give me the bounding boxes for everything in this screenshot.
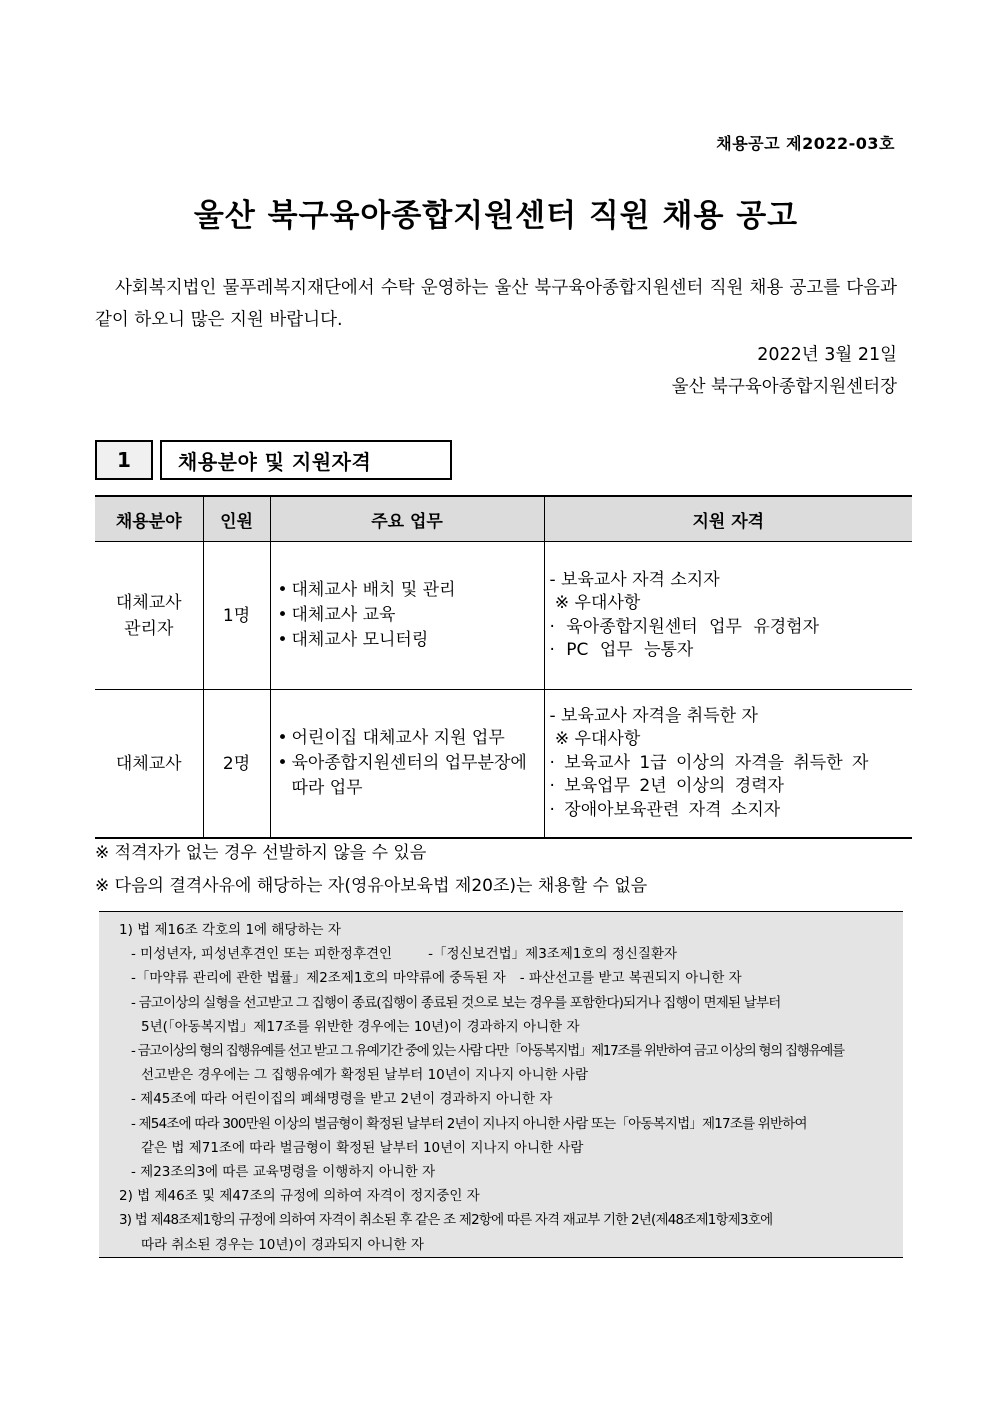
announcement-date: 2022년 3월 21일 xyxy=(757,345,897,365)
disq-subitem-text: -「마약류 관리에 관한 법률」제2조제1호의 마약류에 중독된 자 xyxy=(131,970,506,987)
disq-subitem-cont: 5년(「아동복지법」제17조를 위반한 경우에는 10년)이 경과하지 아니한 자 xyxy=(141,1018,580,1035)
disq-subitem: - 금고이상의 실형을 선고받고 그 집행이 종료(집행이 종료된 것으로 보는 경우를 포함한다)되거나 집행이 면제된 날부터 xyxy=(131,994,781,1011)
header-field: 채용분야 xyxy=(95,496,203,542)
intro-text: 사회복지법인 물푸레복지재단에서 수탁 운영하는 울산 북구육아종합지원센터 직원 채용 공고를 다음과 같이 하오니 많은 지원 바랍니다. xyxy=(95,278,897,330)
duty-item: • 어린이집 대체교사 지원 업무 xyxy=(276,726,539,751)
duty-item: • 대체교사 교육 xyxy=(276,603,539,628)
signer: 울산 북구육아종합지원센터장 xyxy=(671,377,897,397)
qualification-line: ※ 우대사항 xyxy=(549,729,641,750)
header-duties: 주요 업무 xyxy=(270,496,544,542)
note-no-qualified: ※ 적격자가 없는 경우 선발하지 않을 수 있음 xyxy=(95,843,427,863)
qualification-line: · 보육업무 2년 이상의 경력자 xyxy=(549,776,784,797)
duty-item: • 육아종합지원센터의 업무분장에 따라 업무 xyxy=(276,751,539,801)
disq-subitem: - 제45조에 따라 어린이집의 폐쇄명령을 받고 2년이 경과하지 아니한 자 xyxy=(131,1091,553,1108)
page-title: 울산 북구육아종합지원센터 직원 채용 공고 xyxy=(193,198,799,234)
qualification-line: · 육아종합지원센터 업무 유경험자 xyxy=(549,616,820,637)
disq-subitem-cont: 선고받은 경우에는 그 집행유예가 확정된 날부터 10년이 지나지 아니한 사람 xyxy=(141,1067,589,1084)
duty-item: • 대체교사 배치 및 관리 xyxy=(276,578,539,603)
duty-item: • 대체교사 모니터링 xyxy=(276,628,539,653)
section-title: 채용분야 및 지원자격 xyxy=(160,440,452,480)
disq-subitem: - 제23조의3에 따른 교육명령을 이행하지 아니한 자 xyxy=(131,1164,436,1181)
header-count: 인원 xyxy=(203,496,270,542)
disq-subitem: - 제54조에 따라 300만원 이상의 벌금형이 확정된 날부터 2년이 지나지 아니한 사람 또는「아동복지법」제17조를 위반하여 xyxy=(131,1115,807,1132)
disq-subitem xyxy=(119,942,893,966)
section-number: 1 xyxy=(95,440,153,480)
qualification-line: · 보육교사 1급 이상의 자격을 취득한 자 xyxy=(549,752,869,773)
disq-subitem-cont: 같은 법 제71조에 따라 벌금형이 확정된 날부터 10년이 지나지 아니한 사람 xyxy=(141,1139,584,1156)
disq-subitem xyxy=(119,966,893,990)
field-cell xyxy=(95,542,203,690)
qualification-line: - 보육교사 자격 소지자 xyxy=(549,569,720,590)
qualification-line: · PC 업무 능통자 xyxy=(549,640,694,660)
field-name-line: 관리자 xyxy=(124,618,174,639)
qualification-line: ※ 우대사항 xyxy=(549,593,641,613)
intro-paragraph xyxy=(95,272,897,336)
table-header-row xyxy=(95,496,912,542)
disq-subitem-text: - 미성년자, 피성년후견인 또는 피한정후견인 xyxy=(131,946,393,963)
notice-number: 채용공고 제2022-03호 xyxy=(716,134,895,153)
duties-cell xyxy=(270,542,544,690)
qualifications-cell xyxy=(544,690,912,839)
field-cell: 대체교사 xyxy=(95,690,203,839)
disq-subitem: - 금고이상의 형의 집행유예를 선고 받고 그 유예기간 중에 있는 사람 다만「아동복지법」제17조를 위반하여 금고 이상의 형의 집행유예를 xyxy=(131,1043,844,1060)
table-row xyxy=(95,542,912,690)
qualification-line: - 보육교사 자격을 취득한 자 xyxy=(549,705,758,726)
disq-item-cont: 따라 취소된 경우는 10년)이 경과되지 아니한 자 xyxy=(141,1236,424,1253)
table-row xyxy=(95,690,912,839)
count-cell: 2명 xyxy=(203,690,270,839)
note-disqualification: ※ 다음의 결격사유에 해당하는 자(영유아보육법 제20조)는 채용할 수 없음 xyxy=(95,876,648,896)
recruitment-table xyxy=(95,495,912,839)
disq-item: 1) 법 제16조 각호의 1에 해당하는 자 xyxy=(119,922,341,938)
header-qualifications: 지원 자격 xyxy=(544,496,912,542)
disq-item: 3) 법 제48조제1항의 규정에 의하여 자격이 취소된 후 같은 조 제2항에 따른 자격 재교부 기한 2년(제48조제1항제3호에 xyxy=(119,1212,773,1229)
count-cell: 1명 xyxy=(203,542,270,690)
disq-item: 2) 법 제46조 및 제47조의 규정에 의하여 자격이 정지중인 자 xyxy=(119,1188,480,1205)
disq-subitem-text: -「정신보건법」제3조제1호의 정신질환자 xyxy=(428,946,678,963)
qualifications-cell xyxy=(544,542,912,690)
disqualification-box xyxy=(99,911,903,1258)
field-name-line: 대체교사 xyxy=(115,592,182,613)
disq-subitem-text: - 파산선고를 받고 복권되지 아니한 자 xyxy=(519,970,742,987)
duties-cell xyxy=(270,690,544,839)
qualification-line: · 장애아보육관련 자격 소지자 xyxy=(549,799,781,820)
